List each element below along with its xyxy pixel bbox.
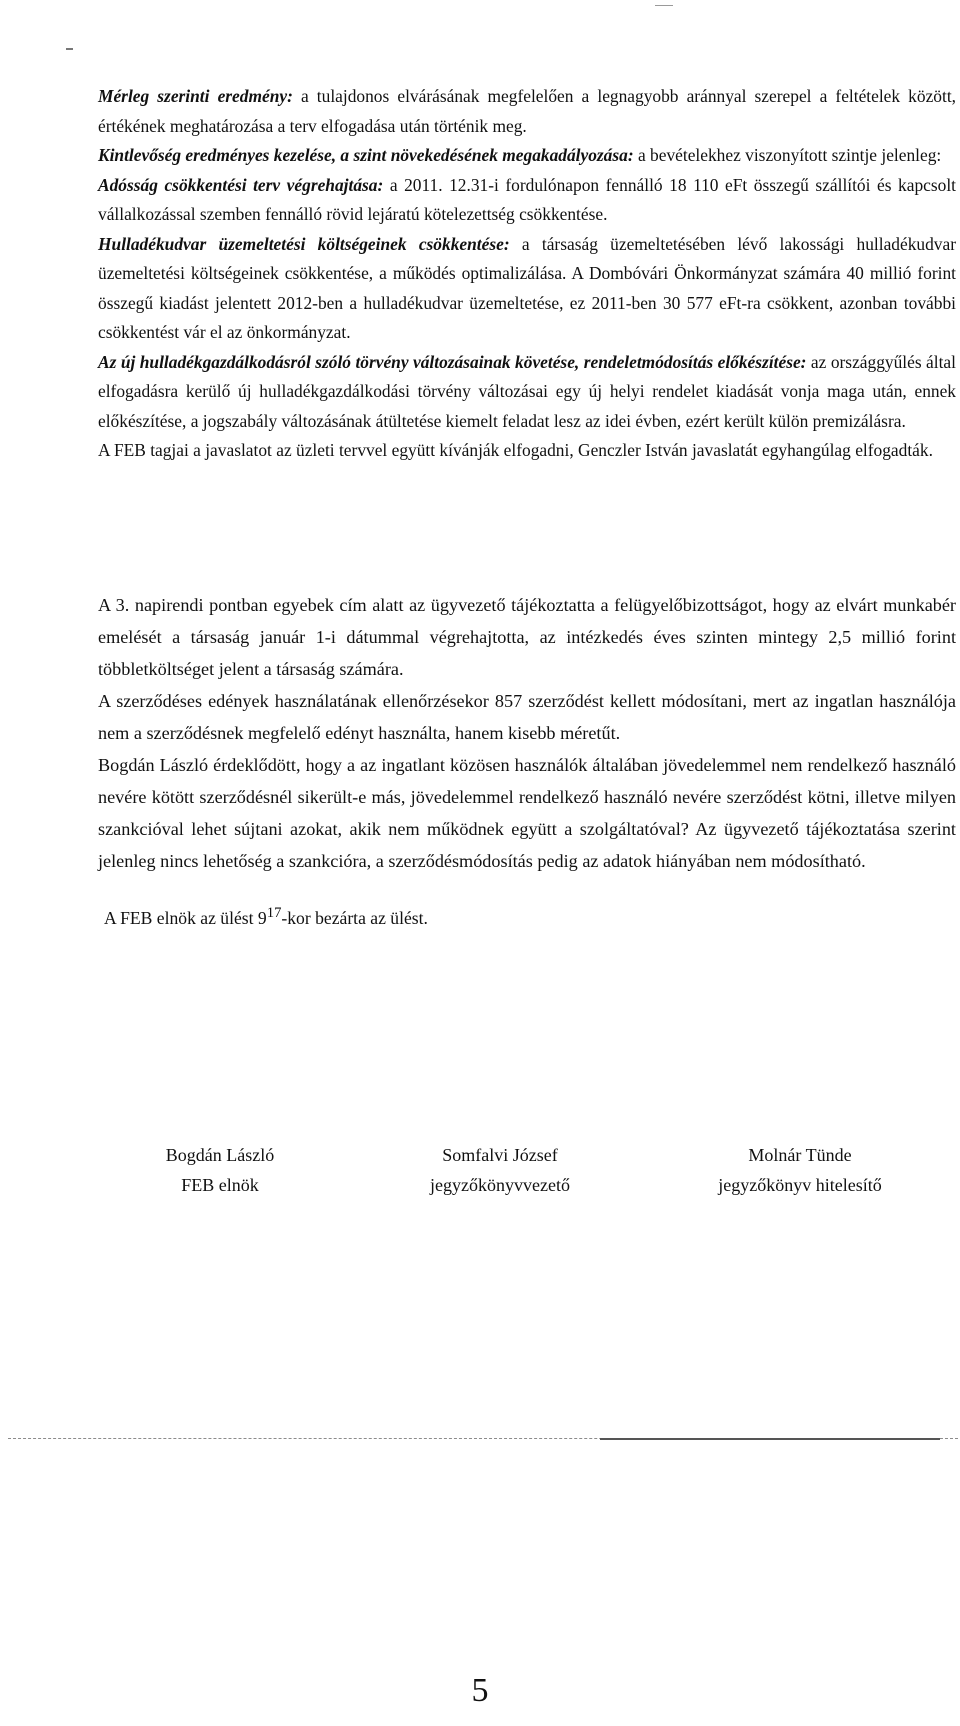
- agenda-paragraph: A 3. napirendi pontban egyebek cím alatt az ügyvezető tájékoztatta a felügyelőbizottságot, hogy az elvárt munkabér emelését a társaság január 1-i dátummal végrehajtotta, az intézkedés éves szinten mintegy 2,5 millió forint többletköltséget jelent a társaság számára.: [98, 595, 956, 679]
- agenda-section: [98, 589, 956, 877]
- scan-artifact: [66, 48, 73, 50]
- closing-statement: A FEB elnök az ülést $9^{17}$-kor bezárta az ülést.: [104, 905, 428, 928]
- signatory-name: Molnár Tünde: [748, 1145, 852, 1165]
- signature-block: [130, 1140, 310, 1200]
- scan-artifact: [655, 5, 673, 6]
- signature-block: [395, 1140, 605, 1200]
- signatory-role: jegyzőkönyv hitelesítő: [718, 1175, 882, 1195]
- decision-paragraph: A FEB tagjai a javaslatot az üzleti tervvel együtt kívánják elfogadni, Genczler István javaslatát egyhangúlag elfogadták.: [98, 440, 933, 460]
- signatory-name: Bogdán László: [165, 1145, 275, 1165]
- criterion-paragraph: Adósság csökkentési terv végrehajtása: a 2011. 12.31-i fordulónapon fennálló 18 110 eFt összegű szállítói és kapcsolt vállalkozással szemben fennálló rövid lejáratú kötelezettség csökkentése.: [98, 174, 956, 224]
- page-number: 5: [471, 1672, 489, 1709]
- signatory-name: Somfalvi József: [442, 1145, 558, 1165]
- criterion-paragraph: Az új hulladékgazdálkodásról szóló törvény változásainak követése, rendeletmódosítás előkészítése: az országgyűlés által elfogadásra kerülő új hulladékgazdálkodási törvény változásai egy új helyi rendelet kiadását vonja maga után, ennek előkészítése, a jogszabály változásának átültetése kiemelt feladat lesz az idei évben, ezért került külön premizálásra.: [98, 351, 956, 431]
- footer-divider: [600, 1438, 940, 1440]
- criterion-paragraph: Hulladékudvar üzemeltetési költségeinek csökkentése: a társaság üzemeltetésében lévő lakossági hulladékudvar üzemeltetési költségeinek csökkentése, a működés optimalizálása. A Dombóvári Önkormányzat számára 40 millió forint összegű kiadást jelentett 2012-ben a hulladékudvar üzemeltetése, ez 2011-ben 30 577 eFt-ra csökkent, azonban további csökkentést vár el az önkormányzat.: [98, 233, 956, 342]
- criterion-paragraph: Mérleg szerinti eredmény: a tulajdonos elvárásának megfelelően a legnagyobb aránnyal szerepel a feltételek között, értékének meghatározása a terv elfogadása után történik meg.: [98, 86, 956, 136]
- signature-block: [680, 1140, 920, 1200]
- signatory-role: FEB elnök: [181, 1175, 259, 1195]
- criterion-paragraph: Kintlevőség eredményes kezelése, a szint növekedésének megakadályozása: a bevételekhez viszonyított szintje jelenleg:: [98, 145, 942, 165]
- signatory-role: jegyzőkönyvvezető: [430, 1175, 570, 1195]
- agenda-paragraph: A szerződéses edények használatának ellenőrzésekor 857 szerződést kellett módosítani, mert az ingatlan használója nem a szerződésnek megfelelő edényt használta, hanem kisebb méretűt.: [98, 691, 956, 743]
- agenda-paragraph: Bogdán László érdeklődött, hogy a az ingatlant közösen használók általában jövedelemmel nem rendelkező használó nevére kötött szerződésnél sikerült-e más, jövedelemmel rendelkező használó nevére szerződést kötni, illetve milyen szankcióval lehet sújtani azokat, akik nem működnek együtt a szolgáltatóval? Az ügyvezető tájékoztatása szerint jelenleg nincs lehetőség a szankcióra, a szerződésmódosítás pedig az adatok hiányában nem módosítható.: [98, 755, 956, 871]
- criteria-section: [98, 82, 956, 466]
